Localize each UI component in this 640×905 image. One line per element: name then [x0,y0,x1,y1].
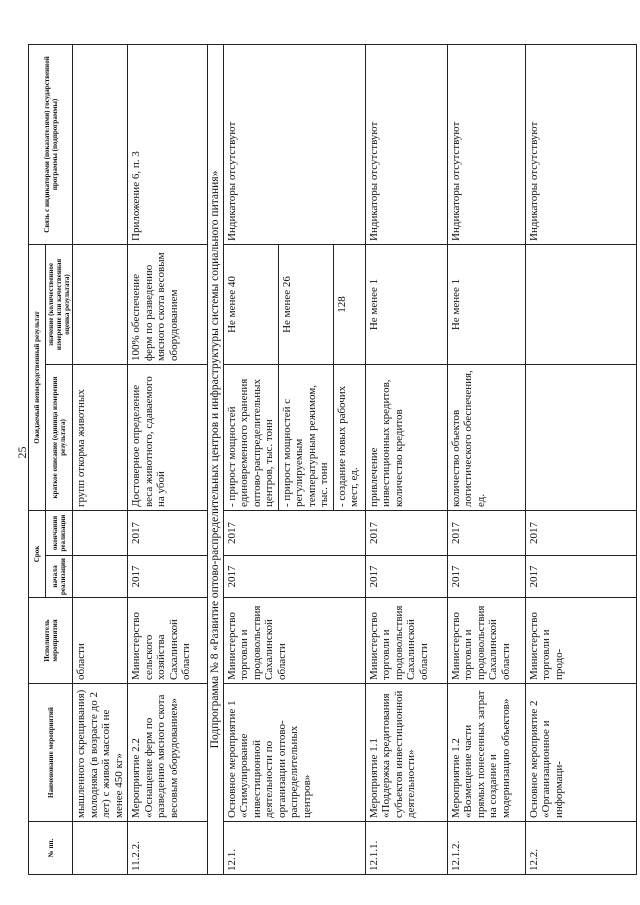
row-name: Основное мероприятие 1 «Стимулирование инвестиционной деятельности по организации оптово-распределительных центров» [223,684,365,822]
program-table [28,44,637,875]
header-term-start: начала реализации [46,556,73,598]
row-executor: Министерство торговли и продовольствия Сахалинской области [223,598,365,684]
header-executor: Исполнитель мероприятия [29,598,73,684]
row-value: 100% обеспечение ферм по разведению мясного скота весовым оборудованием [128,244,208,364]
row-executor: Министерство торговли и продовольствия Сахалинской области [447,598,525,684]
row-end: 2017 [223,510,365,555]
subprogram-title: Подпрограмма № 8 «Развитие оптово-распределительных центров и инфраструктуры системы социального питания» [208,44,224,874]
row-link: Индикаторы отсутствуют [223,44,365,244]
row-link: Индикаторы отсутствуют [447,44,525,244]
row-name: Мероприятие 2.2 «Оснащение ферм по разведению мясного скота весовым оборудованием» [128,684,208,822]
rotated-table-wrapper [28,45,637,875]
row-desc: привлечение инвестиционных кредитов, количество кредитов [365,364,447,510]
row-executor: области [73,598,128,684]
row-num: 12.1.2. [447,822,525,875]
row-desc-2: - прирост мощностей с регулируемым температурным режимом, тыс. тонн [278,364,333,510]
table-row [365,44,447,874]
row-link: Индикаторы отсутствуют [525,44,637,244]
row-desc-1: - прирост мощностей единовременного хранения оптово-распределительных центров, тыс. тонн [223,364,278,510]
row-start: 2017 [365,556,447,598]
row-desc: количество объектов логистического обеспечения, ед. [447,364,525,510]
header-result-desc: краткое описание (единица измерения результата) [46,364,73,510]
subprogram-row [208,44,224,874]
page-number: 25 [15,446,29,459]
row-link [73,44,128,244]
header-result-value: значение (количественное измерение или качественная оценка результата) [46,244,73,364]
row-desc: групп откорма животных [73,364,128,510]
row-name: Основное мероприятие 2 «Организационное и информаци- [525,684,637,822]
row-num: 12.2. [525,822,637,875]
row-value: Не менее 1 [365,244,447,364]
row-name: мышленного скрещивания) молодняка (в возрасте до 2 лет) с живой массой не менее 450 кг» [73,684,128,822]
header-term: Срок [29,510,46,597]
row-value-2: Не менее 26 [278,244,333,364]
header-term-end: окончания реализации [46,510,73,555]
row-executor: Министерство торговли и продо- [525,598,637,684]
row-value: Не менее 1 [447,244,525,364]
header-num: № пп. [29,822,73,875]
row-executor: Министерство торговли и продовольствия Сахалинской области [365,598,447,684]
row-num: 12.1.1. [365,822,447,875]
row-link: Индикаторы отсутствуют [365,44,447,244]
row-name: Мероприятие 1.1 «Поддержка кредитования субъектов инвестиционной деятельности» [365,684,447,822]
row-start: 2017 [223,556,365,598]
header-link: Связь с индикаторами (показателями) государственной программы (подпрограммы) [29,44,73,244]
row-end: 2017 [525,510,637,555]
row-value-3: 128 [333,244,365,364]
row-num: 11.2.2. [128,822,208,875]
table-row [525,44,637,874]
row-desc [525,364,637,510]
row-link: Приложение 6, п. 3 [128,44,208,244]
row-executor: Министерство сельского хозяйства Сахалинской области [128,598,208,684]
table-row [128,44,208,874]
row-end: 2017 [128,510,208,555]
row-value [73,244,128,364]
row-num [73,822,128,875]
row-value-1: Не менее 40 [223,244,278,364]
header-name: Наименование мероприятий [29,684,73,822]
header-row-1 [29,44,46,874]
row-desc: Достоверное определение веса животного, сдаваемого на убой [128,364,208,510]
row-start: 2017 [525,556,637,598]
row-start [73,556,128,598]
row-start: 2017 [128,556,208,598]
row-num: 12.1. [223,822,365,875]
table-row [447,44,525,874]
row-end: 2017 [447,510,525,555]
row-name: Мероприятие 1.2 «Возмещение части прямых понесенных затрат на создание и модернизацию объектов» [447,684,525,822]
row-end [73,510,128,555]
row-end: 2017 [365,510,447,555]
table-row [223,44,278,874]
row-start: 2017 [447,556,525,598]
row-desc-3: - создание новых рабочих мест, ед. [333,364,365,510]
table-row [73,44,128,874]
header-result: Ожидаемый непосредственный результат [29,244,46,510]
row-value [525,244,637,364]
